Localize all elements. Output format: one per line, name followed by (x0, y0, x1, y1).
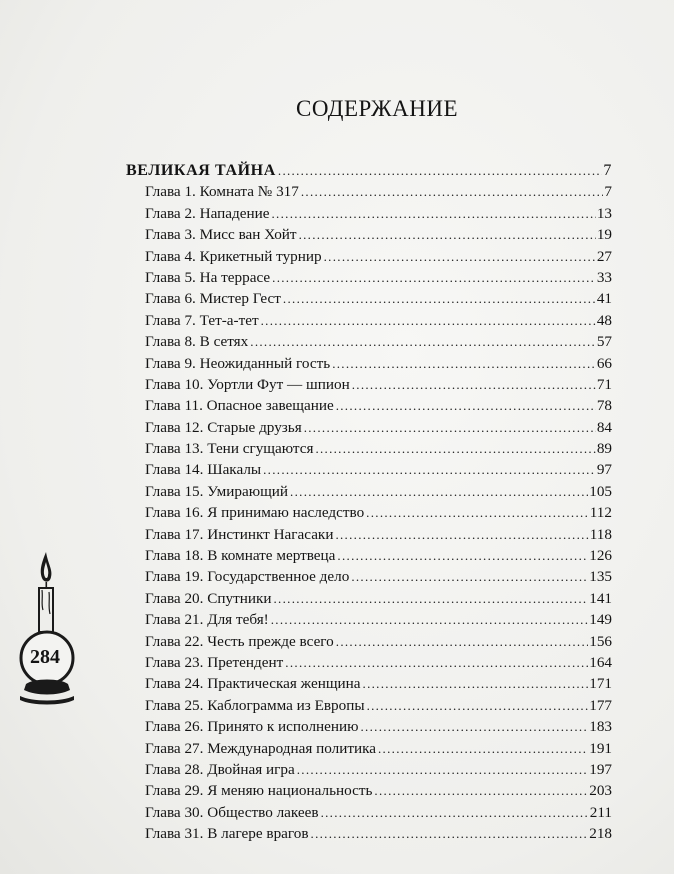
toc-entry-page: 19 (596, 226, 612, 244)
toc-part (126, 160, 612, 181)
toc-entry-label: Глава 6. Мистер Гест (145, 290, 281, 308)
toc-entry-label: Глава 17. Инстинкт Нагасаки (145, 525, 334, 543)
toc-entry (126, 224, 612, 245)
toc-entry (126, 203, 612, 224)
dot-leader (315, 438, 595, 459)
toc-entry-page: 149 (589, 611, 612, 629)
dot-leader (335, 524, 588, 545)
toc-entry (126, 481, 612, 502)
toc-entry (126, 759, 612, 780)
dot-leader (324, 246, 596, 267)
toc-entry-page: 112 (589, 504, 612, 522)
toc-entry-page: 13 (596, 204, 612, 222)
dot-leader (301, 181, 604, 202)
toc-entry-page: 105 (589, 482, 612, 500)
toc-entry-page: 78 (596, 397, 612, 415)
toc-entry (126, 524, 612, 545)
dot-leader (352, 374, 596, 395)
toc-entry-label: Глава 16. Я принимаю наследство (145, 504, 365, 522)
dot-leader (261, 310, 596, 331)
dot-leader (274, 588, 589, 609)
toc-entry (126, 631, 612, 652)
chapter-list (126, 181, 612, 844)
toc-entry-page: 118 (589, 525, 612, 543)
toc-entry-label: Глава 19. Государственное дело (145, 568, 350, 586)
toc-entry-label: Глава 5. На террасе (145, 268, 271, 286)
toc-entry (126, 588, 612, 609)
dot-leader (304, 417, 596, 438)
dot-leader (263, 459, 596, 480)
toc-entry-page: 191 (589, 739, 612, 757)
toc-entry-label: Глава 3. Мисс ван Хойт (145, 226, 297, 244)
toc-entry-label: Глава 10. Уортли Фут — шпион (145, 375, 350, 393)
toc-entry (126, 288, 612, 309)
toc-entry (126, 695, 612, 716)
toc-entry-page: 84 (596, 418, 612, 436)
toc-entry (126, 331, 612, 352)
dot-leader (374, 780, 588, 801)
toc-entry (126, 545, 612, 566)
toc-entry-label: Глава 1. Комната № 317 (145, 183, 299, 201)
dot-leader (285, 652, 588, 673)
dot-leader (363, 673, 589, 694)
toc-entry-page: 7 (604, 183, 612, 201)
toc-entry-label: Глава 23. Претендент (145, 653, 284, 671)
toc-entry (126, 738, 612, 759)
toc-entry-label: Глава 13. Тени сгущаются (145, 440, 314, 458)
toc-entry-label: Глава 8. В сетях (145, 333, 249, 351)
toc-entry-page: 71 (596, 375, 612, 393)
dot-leader (336, 395, 596, 416)
toc-entry (126, 609, 612, 630)
dot-leader (337, 545, 588, 566)
toc-entry-page: 126 (589, 547, 612, 565)
toc-entry (126, 780, 612, 801)
dot-leader (361, 716, 589, 737)
toc-entry (126, 566, 612, 587)
dot-leader (336, 631, 588, 652)
toc-entry-page: 27 (596, 247, 612, 265)
page-title: СОДЕРЖАНИЕ (295, 96, 458, 121)
toc-entry-label: Глава 11. Опасное завещание (145, 397, 334, 415)
toc-entry (126, 246, 612, 267)
toc-entry-page: 197 (589, 760, 612, 778)
toc-entry (126, 374, 612, 395)
dot-leader (272, 203, 596, 224)
toc-entry-page: 141 (589, 589, 612, 607)
toc-entry (126, 181, 612, 202)
dot-leader (272, 267, 596, 288)
dot-leader (271, 609, 588, 630)
dot-leader (297, 759, 588, 780)
toc-entry (126, 417, 612, 438)
toc-entry (126, 716, 612, 737)
toc-entry-page: 135 (589, 568, 612, 586)
toc-entry (126, 802, 612, 823)
toc-entry-page: 203 (589, 782, 612, 800)
toc-entry-page: 164 (589, 653, 612, 671)
dot-leader (367, 695, 589, 716)
dot-leader (299, 224, 596, 245)
toc-entry-label: Глава 28. Двойная игра (145, 760, 295, 778)
toc-entry (126, 459, 612, 480)
toc-entry-page: 171 (589, 675, 612, 693)
toc-entry (126, 673, 612, 694)
toc-entry-label: Глава 14. Шакалы (145, 461, 262, 479)
dot-leader (378, 738, 588, 759)
dot-leader (366, 502, 589, 523)
toc-part-title: ВЕЛИКАЯ ТАЙНА (126, 162, 276, 179)
dot-leader (290, 481, 588, 502)
toc-entry-label: Глава 31. В лагере врагов (145, 825, 309, 843)
toc-entry (126, 502, 612, 523)
toc-entry-page: 183 (589, 718, 612, 736)
toc-entry-label: Глава 7. Тет-а-тет (145, 311, 259, 329)
toc-entry-label: Глава 24. Практическая женщина (145, 675, 361, 693)
toc-entry-label: Глава 12. Старые друзья (145, 418, 302, 436)
dot-leader (321, 802, 589, 823)
toc-entry-page: 66 (596, 354, 612, 372)
toc-entry-label: Глава 26. Принято к исполнению (145, 718, 359, 736)
toc-entry-page: 89 (596, 440, 612, 458)
toc-entry-label: Глава 22. Честь прежде всего (145, 632, 334, 650)
dot-leader (278, 160, 603, 181)
toc-entry-label: Глава 25. Каблограмма из Европы (145, 696, 365, 714)
toc-entry (126, 310, 612, 331)
toc-entry-page: 177 (589, 696, 612, 714)
toc-entry-page: 218 (589, 825, 612, 843)
toc-entry-page: 48 (596, 311, 612, 329)
table-of-contents (126, 160, 612, 845)
toc-entry-label: Глава 30. Общество лакеев (145, 803, 319, 821)
toc-entry-page: 97 (596, 461, 612, 479)
toc-entry-label: Глава 27. Международная политика (145, 739, 376, 757)
page-number: 284 (30, 646, 60, 668)
toc-entry (126, 438, 612, 459)
dot-leader (332, 353, 596, 374)
toc-entry-page: 57 (596, 333, 612, 351)
toc-entry (126, 652, 612, 673)
toc-entry-label: Глава 15. Умирающий (145, 482, 289, 500)
dot-leader (351, 566, 588, 587)
toc-entry-page: 33 (596, 268, 612, 286)
toc-entry-label: Глава 21. Для тебя! (145, 611, 269, 629)
toc-entry-label: Глава 18. В комнате мертвеца (145, 547, 336, 565)
dot-leader (311, 823, 589, 844)
toc-entry-label: Глава 29. Я меняю национальность (145, 782, 373, 800)
candle-icon (12, 548, 82, 708)
toc-entry-label: Глава 2. Нападение (145, 204, 270, 222)
toc-entry-label: Глава 20. Спутники (145, 589, 272, 607)
toc-entry (126, 395, 612, 416)
toc-entry-page: 156 (589, 632, 612, 650)
toc-entry-label: Глава 4. Крикетный турнир (145, 247, 322, 265)
toc-part-page: 7 (603, 162, 612, 179)
toc-entry (126, 353, 612, 374)
dot-leader (250, 331, 596, 352)
dot-leader (283, 288, 596, 309)
toc-entry (126, 267, 612, 288)
toc-entry-page: 41 (596, 290, 612, 308)
toc-entry-page: 211 (589, 803, 612, 821)
toc-entry-label: Глава 9. Неожиданный гость (145, 354, 331, 372)
toc-entry (126, 823, 612, 844)
